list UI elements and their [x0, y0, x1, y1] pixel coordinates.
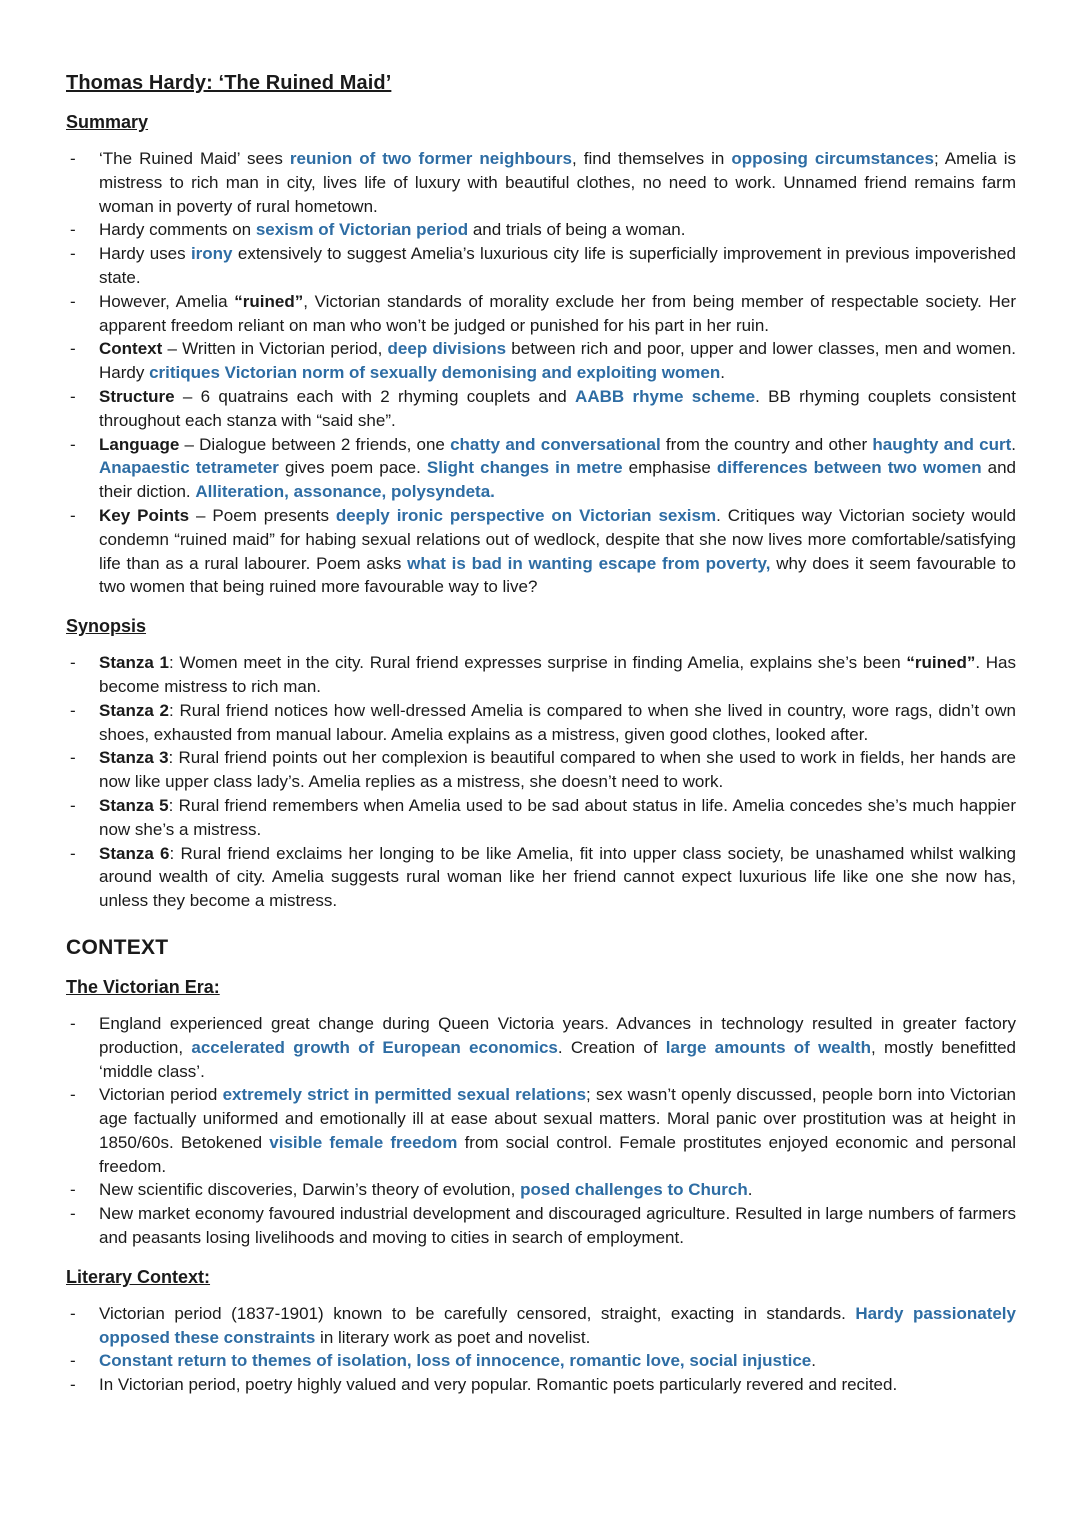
text-run: Key Points — [99, 505, 190, 525]
text-run: and their diction. — [99, 458, 1016, 502]
list-item — [66, 1202, 1016, 1250]
list-item — [66, 842, 1016, 913]
text-run: England experienced great change during Queen Victoria years. Advances in technology resulted in greater factory production, — [99, 1013, 1016, 1057]
list-item — [66, 794, 1016, 842]
document-title: Thomas Hardy: ‘The Ruined Maid’ — [66, 72, 392, 94]
list-item — [66, 147, 1016, 218]
text-run: critiques Victorian norm of sexually demonising and exploiting women — [149, 363, 721, 383]
text-run: reunion of two former neighbours — [289, 149, 572, 168]
text-run: gives poem pace. — [278, 458, 427, 478]
text-run: . — [720, 363, 725, 383]
text-run: . — [811, 1351, 816, 1371]
text-run: . Critiques way Victorian society would condemn “ruined maid” for habing sexual relations out of wedlock, despite that she now lives more comfortable/satisfying life than as a rural labourer. Poem asks — [99, 505, 1016, 573]
text-run: Stanza 5 — [99, 795, 169, 815]
text-run: In Victorian period, poetry highly valued and very popular. Romantic poets particularly revered and recited. — [99, 1375, 898, 1395]
text-run: “ruined” — [906, 653, 976, 673]
list-item — [66, 290, 1016, 338]
list-item — [66, 504, 1016, 599]
text-run: what is bad in wanting escape from poverty, — [407, 553, 771, 573]
text-run: – Poem presents — [189, 505, 336, 525]
text-run: Stanza 2 — [99, 700, 170, 720]
text-run: differences between two women — [716, 458, 982, 478]
text-run: posed challenges to Church — [520, 1180, 748, 1200]
text-run: , find themselves in — [571, 149, 732, 168]
list-item — [66, 651, 1016, 699]
text-run: ; sex wasn’t openly discussed, people born into Victorian age factually uniformed and emotionally ill at ease about sexual matters. Moral panic over prostitution was at height in 1850/60s. Betokened — [99, 1085, 1016, 1152]
synopsis-heading: Synopsis — [66, 616, 147, 637]
document-sections — [66, 112, 1016, 1397]
summary-heading: Summary — [66, 112, 149, 132]
text-run: sexism of Victorian period — [255, 220, 469, 240]
text-run: Victorian period (1837-1901) known to be carefully censored, straight, exacting in standards. — [99, 1303, 856, 1323]
text-run: . Creation of — [557, 1037, 666, 1057]
text-run: Structure — [99, 386, 175, 406]
list-item — [66, 433, 1016, 504]
text-run: Context — [99, 339, 163, 359]
text-run: opposing circumstances — [731, 149, 934, 168]
text-run: between rich and poor, upper and lower classes, men and women. Hardy — [99, 339, 1017, 383]
context-heading: CONTEXT — [66, 935, 169, 959]
text-run: , Victorian standards of morality exclude her from being member of respectable society. Her apparent freedom reliant on man who won’t be judged or punished for his part in her ruin. — [99, 291, 1016, 335]
text-run: ; Amelia is mistress to rich man in city, lives life of luxury with beautiful clothes, no need to work. Unnamed friend remains farm woman in poverty of rural hometown. — [99, 149, 1016, 216]
text-run: Stanza 3 — [99, 748, 169, 768]
text-run: in literary work as poet and novelist. — [315, 1327, 591, 1347]
literary-context-list — [66, 1302, 1016, 1397]
text-run: Anapaestic tetrameter — [99, 458, 279, 478]
text-run: visible female freedom — [269, 1132, 458, 1152]
text-run: Victorian period — [99, 1085, 223, 1105]
text-run: deeply ironic perspective on Victorian sexism — [335, 505, 717, 525]
text-run: accelerated growth of European economics — [191, 1037, 558, 1057]
text-run: chatty and conversational — [450, 434, 661, 454]
text-run: from the country and other — [660, 434, 873, 454]
summary-list — [66, 147, 1016, 599]
list-item — [66, 699, 1016, 747]
text-run: : Rural friend points out her complexion is beautiful compared to when she used to work in fields, her hands are now like upper class lady’s. Amelia replies as a mistress, she doesn’t need to work. — [99, 748, 1016, 792]
list-item — [66, 385, 1016, 433]
text-run: – Written in Victorian period, — [162, 339, 388, 359]
text-run: Slight changes in metre — [426, 458, 623, 478]
text-run: and trials of being a woman. — [468, 220, 686, 240]
text-run: Hardy comments on — [99, 220, 256, 240]
list-item — [66, 1012, 1016, 1083]
text-run: deep divisions — [387, 339, 507, 359]
text-run: irony — [190, 244, 233, 264]
text-run: Stanza 6 — [99, 843, 170, 863]
list-item — [66, 1349, 1016, 1373]
list-item — [66, 1083, 1016, 1178]
text-run: Constant return to themes of isolation, loss of innocence, romantic love, social injustice — [99, 1351, 812, 1371]
text-run: emphasise — [622, 458, 717, 478]
list-item — [66, 1373, 1016, 1397]
text-run: : Women meet in the city. Rural friend expresses surprise in finding Amelia, explains she’s been — [168, 653, 907, 673]
text-run: : Rural friend exclaims her longing to be like Amelia, fit into upper class society, be unashamed whilst walking around wealth of city. Amelia suggests rural woman like her friend cannot expect luxurious life like one she now has, unless they become a mistress. — [99, 843, 1016, 911]
text-run: . BB rhyming couplets consistent throughout each stanza with “said she”. — [99, 386, 1016, 430]
text-run: . — [1011, 434, 1016, 454]
text-run: extremely strict in permitted sexual relations — [222, 1085, 587, 1105]
list-item — [66, 242, 1016, 290]
list-item — [66, 746, 1016, 794]
text-run: – 6 quatrains each with 2 rhyming couplets and — [174, 386, 576, 406]
list-item — [66, 218, 1016, 242]
text-run: haughty and curt — [872, 434, 1012, 454]
text-run: . — [747, 1180, 753, 1200]
text-run: from social control. Female prostitutes enjoyed economic and personal freedom. — [99, 1132, 1016, 1176]
list-item — [66, 1178, 1016, 1202]
text-run: “ruined” — [234, 291, 304, 311]
text-run: Stanza 1 — [99, 653, 169, 673]
text-run: ‘The Ruined Maid’ sees — [99, 149, 290, 168]
text-run: New market economy favoured industrial development and discouraged agriculture. Resulted in large numbers of farmers and peasants losing livelihoods and moving to cities in search of employment. — [99, 1204, 1016, 1248]
text-run: : Rural friend remembers when Amelia used to be sad about status in life. Amelia concedes she’s much happier now she’s a mistress. — [99, 795, 1016, 839]
text-run: Language — [99, 434, 180, 454]
text-run: , mostly benefitted ‘middle class’. — [99, 1037, 1017, 1081]
text-run: Hardy passionately opposed these constraints — [99, 1303, 1016, 1347]
text-run: – Dialogue between 2 friends, one — [179, 434, 451, 454]
text-run: Hardy uses — [99, 244, 191, 264]
victorian-era-list — [66, 1012, 1016, 1250]
list-item — [66, 337, 1016, 385]
text-run: AABB rhyme scheme — [575, 386, 756, 406]
text-run: large amounts of wealth — [665, 1037, 871, 1057]
text-run: : Rural friend notices how well-dressed Amelia is compared to when she lived in country, wore rags, didn’t own shoes, exhausted from manual labour. Amelia explains as a mistress, given good clothes, looked after. — [99, 700, 1016, 744]
list-item — [66, 1302, 1016, 1350]
text-run: extensively to suggest Amelia’s luxurious city life is superficially improvement in previous impoverished state. — [99, 244, 1016, 287]
victorian-era-heading: The Victorian Era: — [66, 976, 220, 997]
text-run: New scientific discoveries, Darwin’s theory of evolution, — [99, 1180, 521, 1200]
text-run: why does it seem favourable to two women that being ruined more favourable way to live? — [99, 553, 1016, 597]
synopsis-list — [66, 651, 1016, 913]
text-run: Alliteration, assonance, polysyndeta. — [195, 482, 495, 502]
literary-context-heading: Literary Context: — [66, 1266, 211, 1287]
text-run: . Has become mistress to rich man. — [99, 653, 1016, 696]
text-run: However, Amelia — [99, 291, 235, 311]
